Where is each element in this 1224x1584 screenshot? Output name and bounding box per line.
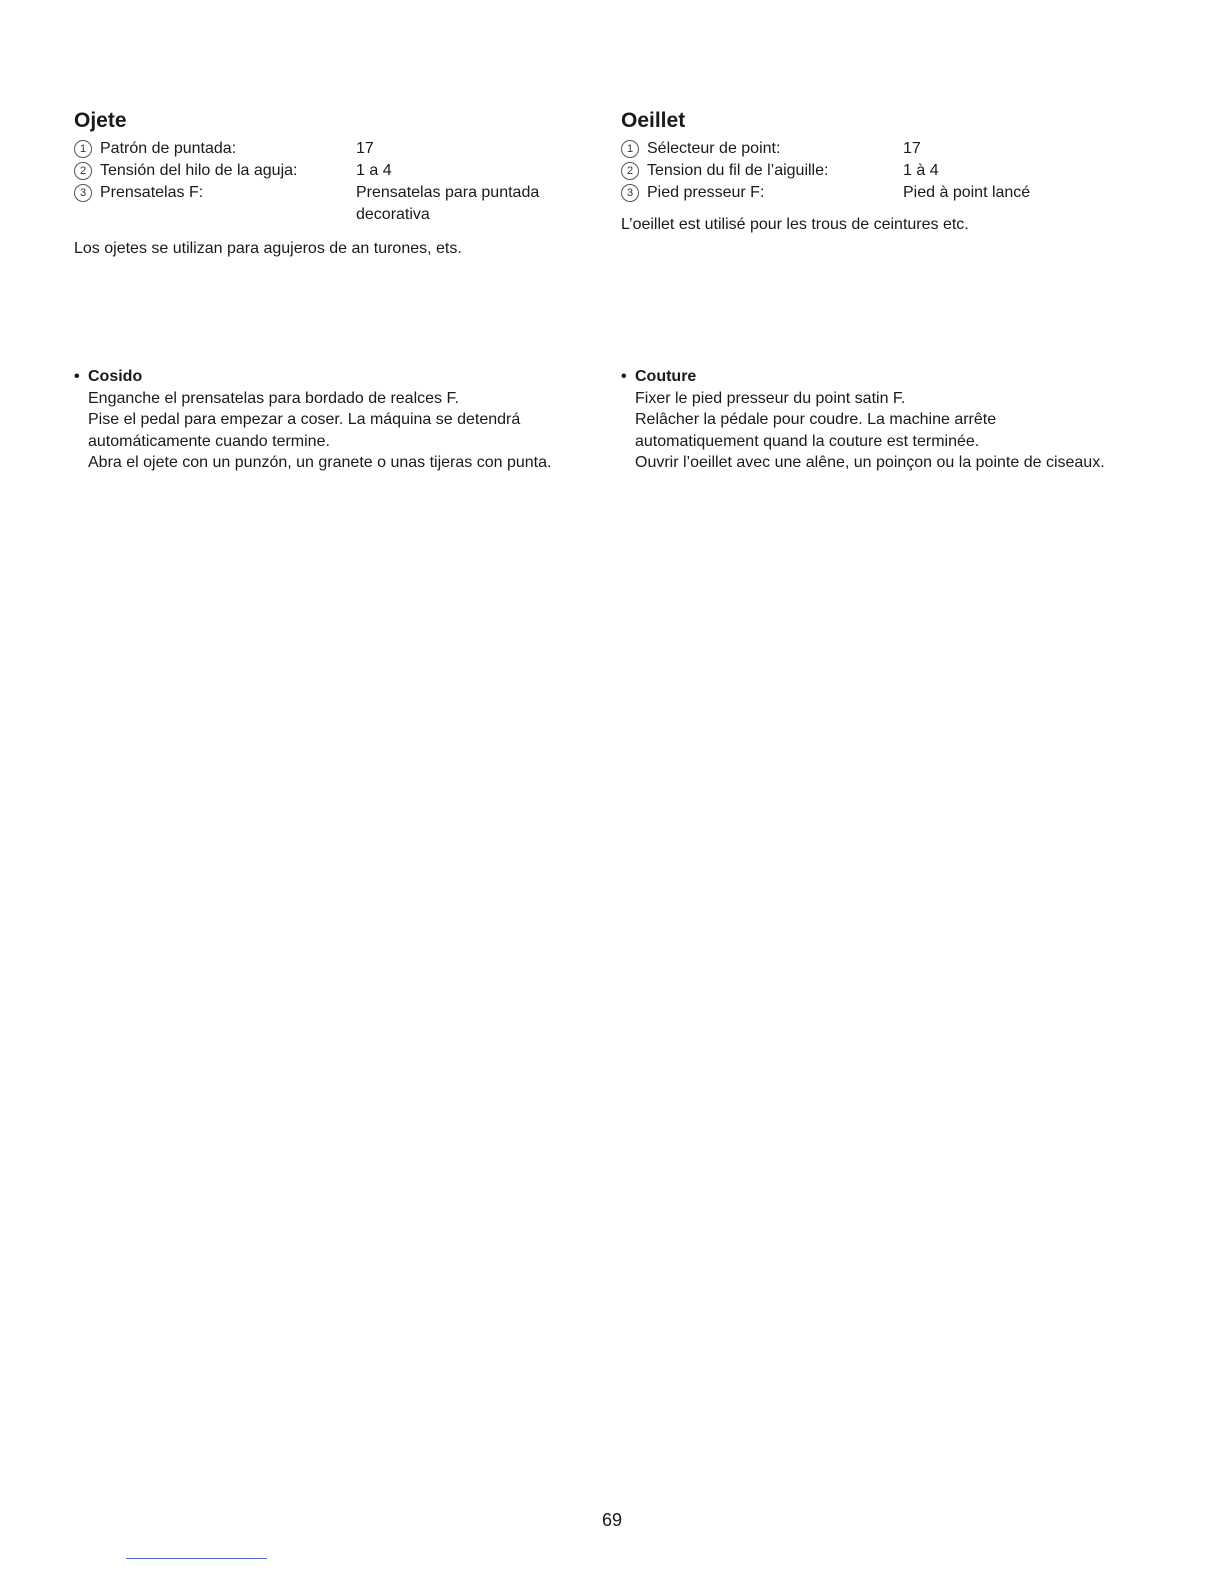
setting-row — [621, 182, 1121, 204]
setting-label: Prensatelas F: — [100, 184, 204, 201]
setting-value: 17 — [903, 140, 921, 157]
settings-list-spanish — [74, 138, 574, 226]
sewing-steps-french — [621, 388, 1121, 474]
sewing-step: Enganche el prensatelas para bordado de realces F. — [88, 389, 459, 407]
section-title-french: Oeillet — [621, 109, 686, 132]
circled-number-1: 1 — [74, 140, 92, 158]
circled-number-3: 3 — [74, 184, 92, 202]
settings-list-french — [621, 138, 1121, 204]
sewing-step: Ouvrir l’oeillet avec une alêne, un poinçon ou la pointe de ciseaux. — [635, 454, 1105, 471]
section-title-spanish: Ojete — [74, 109, 127, 132]
spanish-section — [74, 108, 574, 276]
sewing-step: Pise el pedal para empezar a coser. La máquina se detendrá automáticamente cuando termine. — [88, 411, 521, 450]
setting-row — [74, 138, 574, 160]
setting-value: 17 — [356, 140, 374, 157]
sewing-steps-spanish — [74, 388, 574, 474]
setting-label: Sélecteur de point: — [647, 140, 781, 157]
sewing-step: Relâcher la pédale pour coudre. La machine arrête automatiquement quand la couture est terminée. — [635, 411, 997, 450]
bullet-icon: • — [621, 368, 627, 385]
sewing-instructions-spanish — [74, 366, 574, 474]
circled-number-1: 1 — [621, 140, 639, 158]
footer-divider — [126, 1558, 267, 1559]
french-section — [621, 108, 1121, 252]
setting-row — [621, 160, 1121, 182]
setting-label: Tension du fil de l’aiguille: — [647, 162, 829, 179]
circled-number-2: 2 — [621, 162, 639, 180]
setting-value: 1 a 4 — [356, 162, 392, 179]
sewing-heading-french — [621, 366, 1121, 388]
setting-label: Pied presseur F: — [647, 184, 765, 201]
setting-value: Pied à point lancé — [903, 184, 1031, 201]
bullet-icon: • — [74, 368, 80, 385]
setting-row — [621, 138, 1121, 160]
circled-number-3: 3 — [621, 184, 639, 202]
intro-text-french: L’oeillet est utilisé pour les trous de ceintures etc. — [621, 216, 969, 233]
sewing-instructions-french — [621, 366, 1121, 474]
setting-value: 1 à 4 — [903, 162, 939, 179]
sewing-step: Abra el ojete con un punzón, un granete o unas tijeras con punta. — [88, 454, 552, 471]
intro-text-spanish: Los ojetes se utilizan para agujeros de an turones, ets. — [74, 240, 462, 257]
setting-value: Prensatelas para puntada decorativa — [356, 184, 540, 223]
setting-label: Tensión del hilo de la aguja: — [100, 162, 298, 179]
setting-row — [74, 160, 574, 182]
sewing-heading-text: Cosido — [88, 368, 143, 385]
sewing-heading-text: Couture — [635, 368, 697, 385]
page-number: 69 — [601, 1510, 623, 1530]
sewing-step: Fixer le pied presseur du point satin F. — [635, 389, 906, 407]
circled-number-2: 2 — [74, 162, 92, 180]
sewing-heading-spanish — [74, 366, 574, 388]
setting-row — [74, 182, 574, 226]
setting-label: Patrón de puntada: — [100, 140, 237, 157]
